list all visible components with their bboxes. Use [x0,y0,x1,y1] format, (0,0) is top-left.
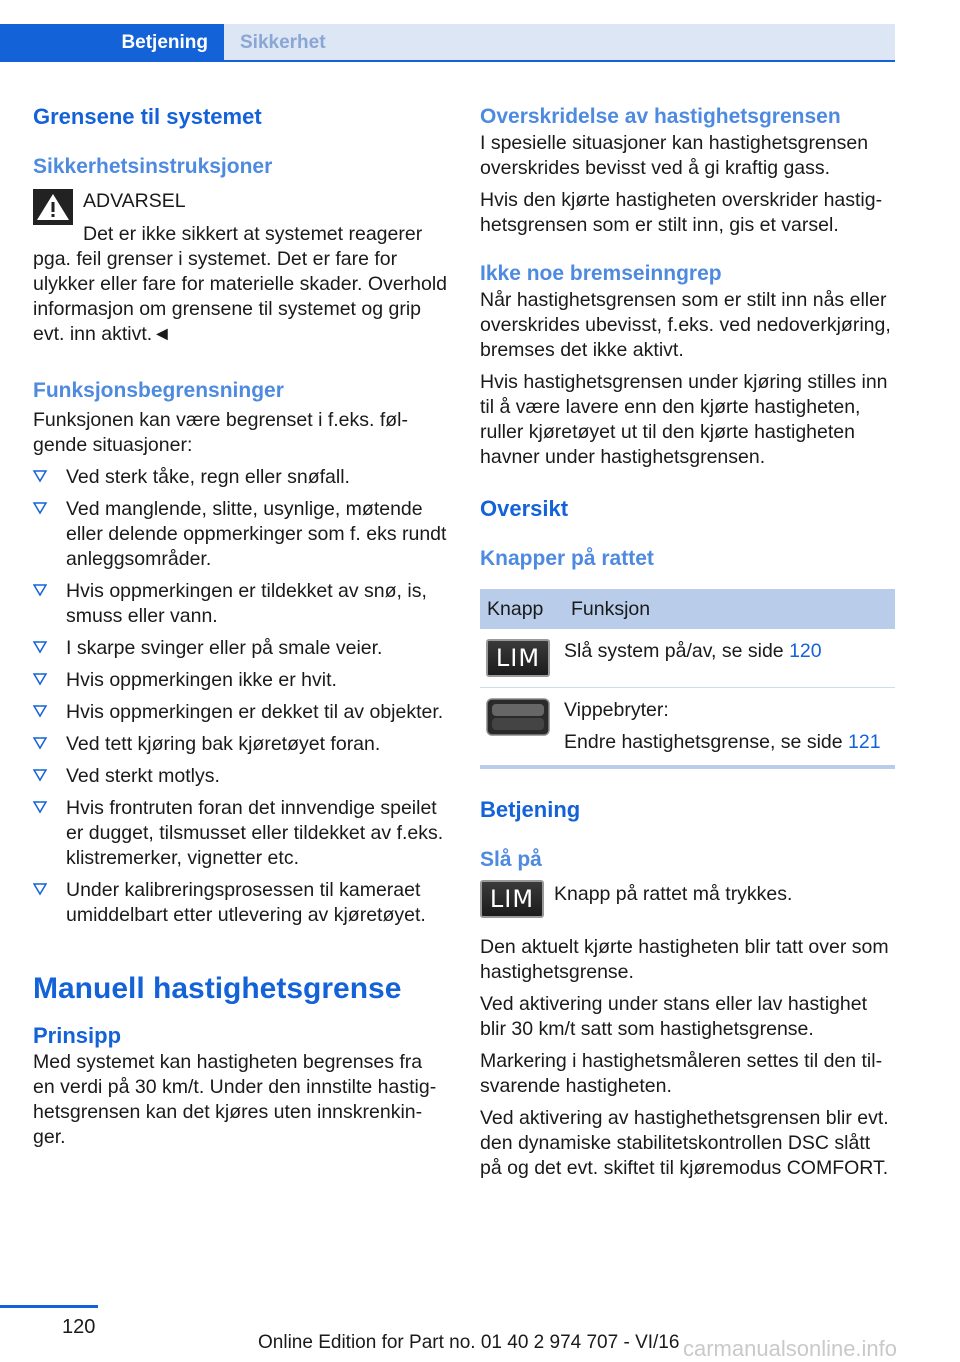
triangle-bullet-icon [33,800,47,814]
limitation-list [33,465,448,928]
heading-funksjonsbegrensninger: Funksjonsbegrensninger [33,379,284,402]
table-row [480,688,895,768]
header-tabs [0,0,960,62]
table-header-funksjon: Funksjon [564,589,895,629]
list-item: I skarpe svinger eller på smale veier. [33,636,448,661]
heading-betjening: Betjening [480,797,581,822]
row2-title: Vippebryter: [564,699,669,721]
warning-text-rest: pga. feil grenser i systemet. Det er fare for ulykker eller fare for materielle skader. Overhold informasjon om grensene til systemet og grip evt. inn aktivt.◄ [33,248,448,345]
betjening-p4: Ved aktivering av hastighethetsgrensen blir evt. den dynamiske stabilitetskontrollen DSC slått på og det evt. skiftet til kjøremodus COMFORT. [480,1107,889,1179]
list-item: Hvis oppmerkingen ikke er hvit. [33,668,448,693]
watermark: carmanualsonline.info [683,1336,898,1361]
button-table [480,589,895,769]
triangle-bullet-icon [33,469,47,483]
list-item: Ved sterk tåke, regn eller snøfall. [33,465,448,490]
footer-line [0,1305,98,1308]
triangle-bullet-icon [33,736,47,750]
triangle-bullet-icon [33,768,47,782]
overskridelse-p2: Hvis den kjørte hastigheten overskrider hastighetsgrensen som er stilt inn, gis et varsel. [480,189,883,236]
prinsipp-text: Med systemet kan hastigheten begrenses fra en verdi på 30 km/t. Under den innstilte hastighetsgrensen kan det kjøres uten innskrenkinger. [33,1051,437,1148]
heading-knapper-pa-rattet: Knapper på rattet [480,547,654,570]
triangle-bullet-icon [33,640,47,654]
right-column [480,100,895,1181]
list-item: Ved manglende, slitte, usynlige, møtende eller delende oppmerkinger som f. eks rundt anleggsområder. [33,497,448,572]
tab-betjening[interactable]: Betjening [0,24,224,62]
betjening-p1: Den aktuelt kjørte hastigheten blir tatt over som hastighetsgrense. [480,936,889,983]
triangle-bullet-icon [33,501,47,515]
heading-sla-pa: Slå på [480,848,542,871]
list-item: Under kalibreringsprosessen til kameraet umiddelbart etter utlevering av kjøretøyet. [33,878,448,928]
ikke-p1: Når hastighetsgrensen som er stilt inn nås eller overskrides ubevisst, f.eks. ved nedoverkjøring, bremses det ikke aktivt. [480,289,891,361]
lim-button-icon: LIM [486,639,550,677]
list-item: Hvis oppmerkingen er tildekket av snø, is, smuss eller vann. [33,579,448,629]
list-item: Ved tett kjøring bak kjøretøyet foran. [33,732,448,757]
warning-title: ADVARSEL [83,190,186,212]
rocker-switch-icon [486,698,550,736]
triangle-bullet-icon [33,882,47,896]
warning-block [33,189,448,247]
betjening-p3: Markering i hastighetsmåleren settes til den tilsvarende hastigheten. [480,1050,883,1097]
header-underline [0,60,895,62]
table-row [480,629,895,688]
heading-prinsipp: Prinsipp [33,1023,122,1048]
list-item: Hvis frontruten foran det innvendige speilet er dugget, tilsmusset eller tildekket av f.eks. klistremerker, vignetter etc. [33,796,448,871]
heading-ikke-bremseinngrep: Ikke noe bremseinngrep [480,262,722,285]
warning-text-first: Det er ikke sikkert at systemet reagerer [83,223,423,245]
overskridelse-p1: I spesielle situasjoner kan hastighetsgrensen overskrides bevisst ved å gi kraftig gass. [480,132,869,179]
tab-sikkerhet[interactable]: Sikkerhet [224,24,895,62]
page-number: 120 [62,1316,96,1338]
betjening-p2: Ved aktivering under stans eller lav hastighet blir 30 km/t satt som hastighetsgrense. [480,993,867,1040]
heading-oversikt: Oversikt [480,496,569,521]
ikke-p2: Hvis hastighetsgrensen under kjøring stilles inn til å være lavere enn den kjørte hastigheten, ruller kjøretøyet ut til den kjørte hastigheten havner under hastighetsgrensen. [480,371,888,468]
triangle-bullet-icon [33,672,47,686]
heading-sikkerhetsinstruksjoner: Sikkerhetsinstruksjoner [33,155,273,178]
row1-text: Slå system på/av, se side [564,640,790,662]
list-item: Hvis oppmerkingen er dekket til av objekter. [33,700,448,725]
page-link-121[interactable]: 121 [848,731,881,753]
row2-text: Endre hastighetsgrense, se side [564,731,849,753]
triangle-bullet-icon [33,583,47,597]
heading-grensene: Grensene til systemet [33,104,262,129]
sla-pa-block [480,880,895,926]
funksjon-intro: Funksjonen kan være begrenset i f.eks. følgende situasjoner: [33,409,409,456]
list-item: Ved sterkt motlys. [33,764,448,789]
heading-overskridelse: Overskridelse av hastighetsgrensen [480,105,841,128]
table-header-knapp: Knapp [480,589,564,629]
page-link-120[interactable]: 120 [789,640,822,662]
edition-text: Online Edition for Part no. 01 40 2 974 707 - VI/16 [258,1332,680,1353]
table-header-row [480,589,895,629]
lim-button-icon: LIM [480,880,544,918]
triangle-bullet-icon [33,704,47,718]
heading-manuell-hastighetsgrense: Manuell hastighetsgrense [33,972,402,1005]
sla-pa-text: Knapp på rattet må trykkes. [554,883,793,905]
left-column [33,100,448,1150]
warning-icon [33,189,73,225]
